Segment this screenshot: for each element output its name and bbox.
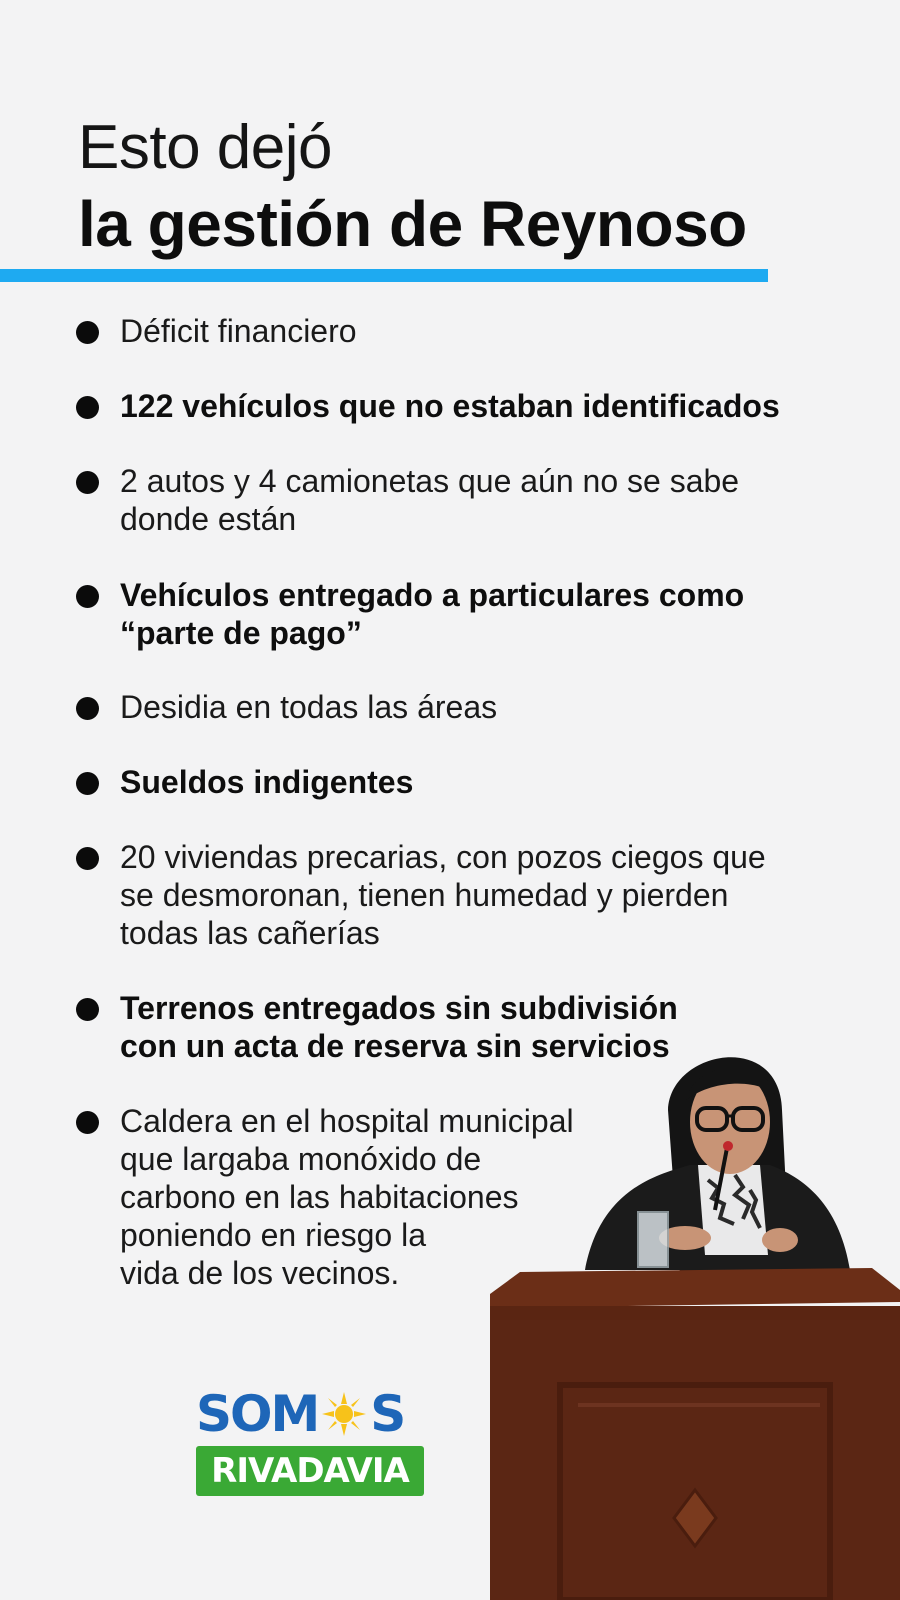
list-item: [76, 312, 357, 350]
bullet-text: 122 vehículos que no estaban identificados: [120, 388, 780, 424]
list-item: [76, 763, 413, 801]
bullet-text: Caldera en el hospital municipal que largaba monóxido de carbono en las habitaciones poniendo en riesgo la vida de los vecinos.: [120, 1103, 574, 1291]
bullet-dot-icon: [76, 471, 99, 494]
list-item: [76, 462, 739, 538]
title-line-1: Esto dejó: [78, 113, 333, 182]
logo-top-row: [196, 1378, 404, 1450]
bullet-dot-icon: [76, 998, 99, 1021]
bullet-text: 2 autos y 4 camionetas que aún no se sabe donde están: [120, 463, 740, 537]
logo-word-right: S: [370, 1385, 405, 1443]
list-item: [76, 387, 780, 425]
bullet-dot-icon: [76, 697, 99, 720]
speaker-photo: [490, 1040, 900, 1600]
somos-rivadavia-logo: [174, 1378, 446, 1528]
bullet-text: Terrenos entregados sin subdivisión con un acta de reserva sin servicios: [120, 990, 678, 1064]
bullet-dot-icon: [76, 585, 99, 608]
bullet-text: Desidia en todas las áreas: [120, 689, 498, 725]
bullet-text: Déficit financiero: [120, 313, 357, 349]
bullet-dot-icon: [76, 321, 99, 344]
bullet-text: 20 viviendas precarias, con pozos ciegos que se desmoronan, tienen humedad y pierden todas las cañerías: [120, 839, 766, 951]
bullet-dot-icon: [76, 396, 99, 419]
list-item: [76, 576, 744, 652]
list-item: [76, 838, 766, 952]
podium-body: [490, 1320, 900, 1600]
bullet-text: Sueldos indigentes: [120, 764, 414, 800]
podium-top: [490, 1268, 900, 1308]
logo-word-left: SOM: [196, 1385, 319, 1443]
bullet-dot-icon: [76, 1111, 99, 1134]
bullet-dot-icon: [76, 847, 99, 870]
title-line-2: la gestión de Reynoso: [78, 188, 747, 260]
bullet-dot-icon: [76, 772, 99, 795]
bullet-text: Vehículos entregado a particulares como “parte de pago”: [120, 577, 745, 651]
logo-bottom-text: RIVADAVIA: [211, 1451, 409, 1491]
list-item: [76, 688, 497, 726]
logo-bottom-band: [196, 1446, 424, 1496]
sun-icon: [320, 1390, 368, 1438]
water-glass: [638, 1212, 668, 1267]
